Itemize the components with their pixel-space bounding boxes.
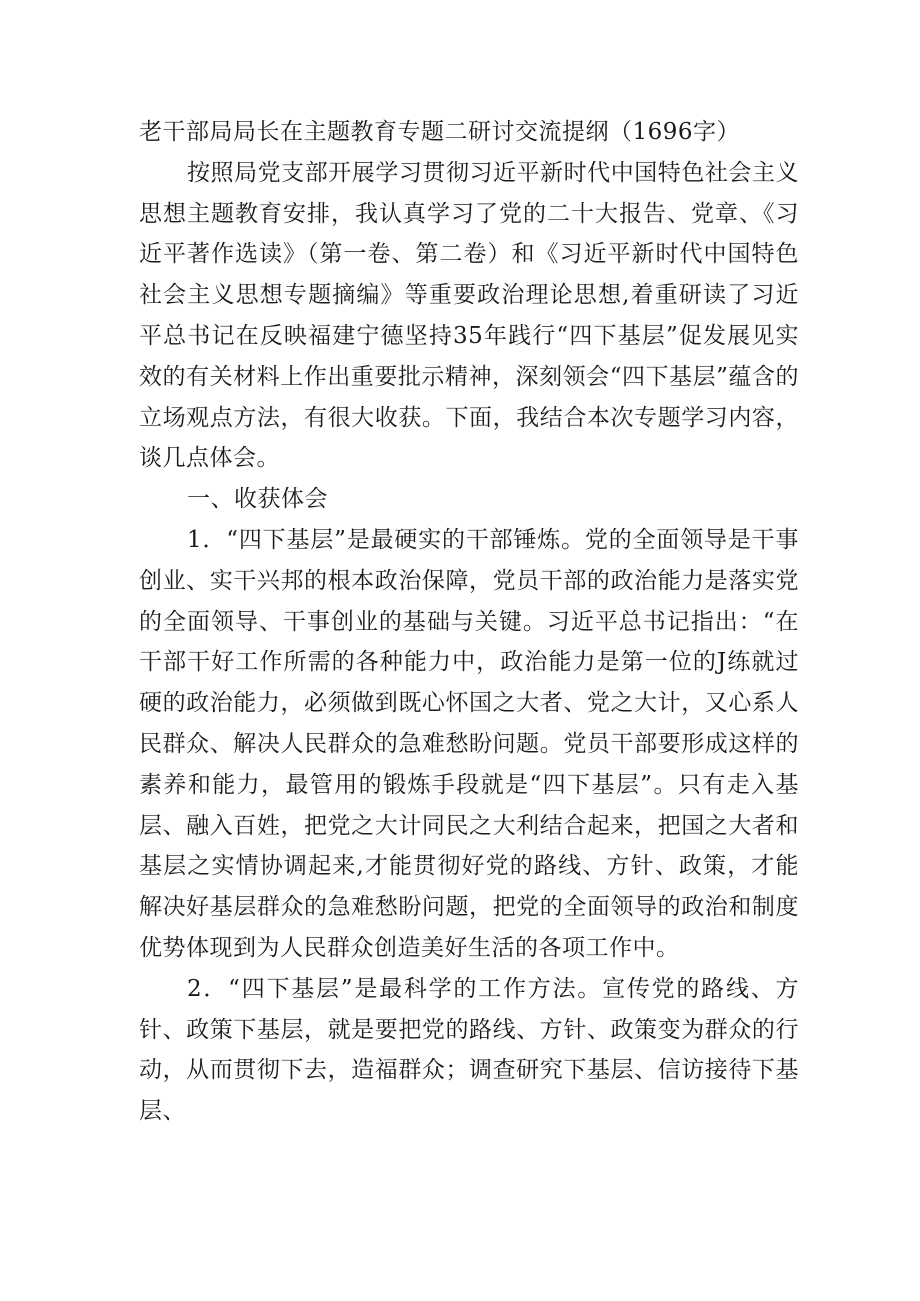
section-heading: 一、收获体会: [187, 486, 328, 513]
intro-paragraph: 按照局党支部开展学习贯彻习近平新时代中国特色社会主义思想主题教育安排，我认真学习了党的二十大报告、党章、《习近平著作选读》（第一卷、第二卷）和《习近平新时代中国特色社会主义思想专题摘编》等重要政治理论思想,着重研读了习近平总书记在反映福建宁德坚持35年践行“四下基层”促发展见实效的有关材料上作出重要批示精神，深刻领会“四下基层”蕴含的立场观点方法，有很大收获。下面，我结合本次专题学习内容，谈几点体会。: [139, 159, 799, 472]
point-2-paragraph: 2．“四下基层”是最科学的工作方法。宣传党的路线、方针、政策下基层，就是要把党的路线、方针、政策变为群众的行动，从而贯彻下去，造福群众；调查研究下基层、信访接待下基层、: [139, 975, 799, 1125]
document-body: [139, 112, 799, 1132]
point-1-paragraph: 1．“四下基层”是最硬实的干部锤炼。党的全面领导是干事创业、实干兴邦的根本政治保障，党员干部的政治能力是落实党的全面领导、干事创业的基础与关键。习近平总书记指出：“在干部干好工作所需的各种能力中，政治能力是第一位的J练就过硬的政治能力，必须做到既心怀国之大者、党之大计，又心系人民群众、解决人民群众的急难愁盼问题。党员干部要形成这样的素养和能力，最管用的锻炼手段就是“四下基层”。只有走入基层、融入百姓，把党之大计同民之大利结合起来，把国之大者和基层之实情协调起来,才能贯彻好党的路线、方针、政策，才能解决好基层群众的急难愁盼问题，把党的全面领导的政治和制度优势体现到为人民群众创造美好生活的各项工作中。: [139, 526, 799, 961]
document-title: 老干部局局长在主题教育专题二研讨交流提纲（1696字）: [139, 119, 741, 145]
